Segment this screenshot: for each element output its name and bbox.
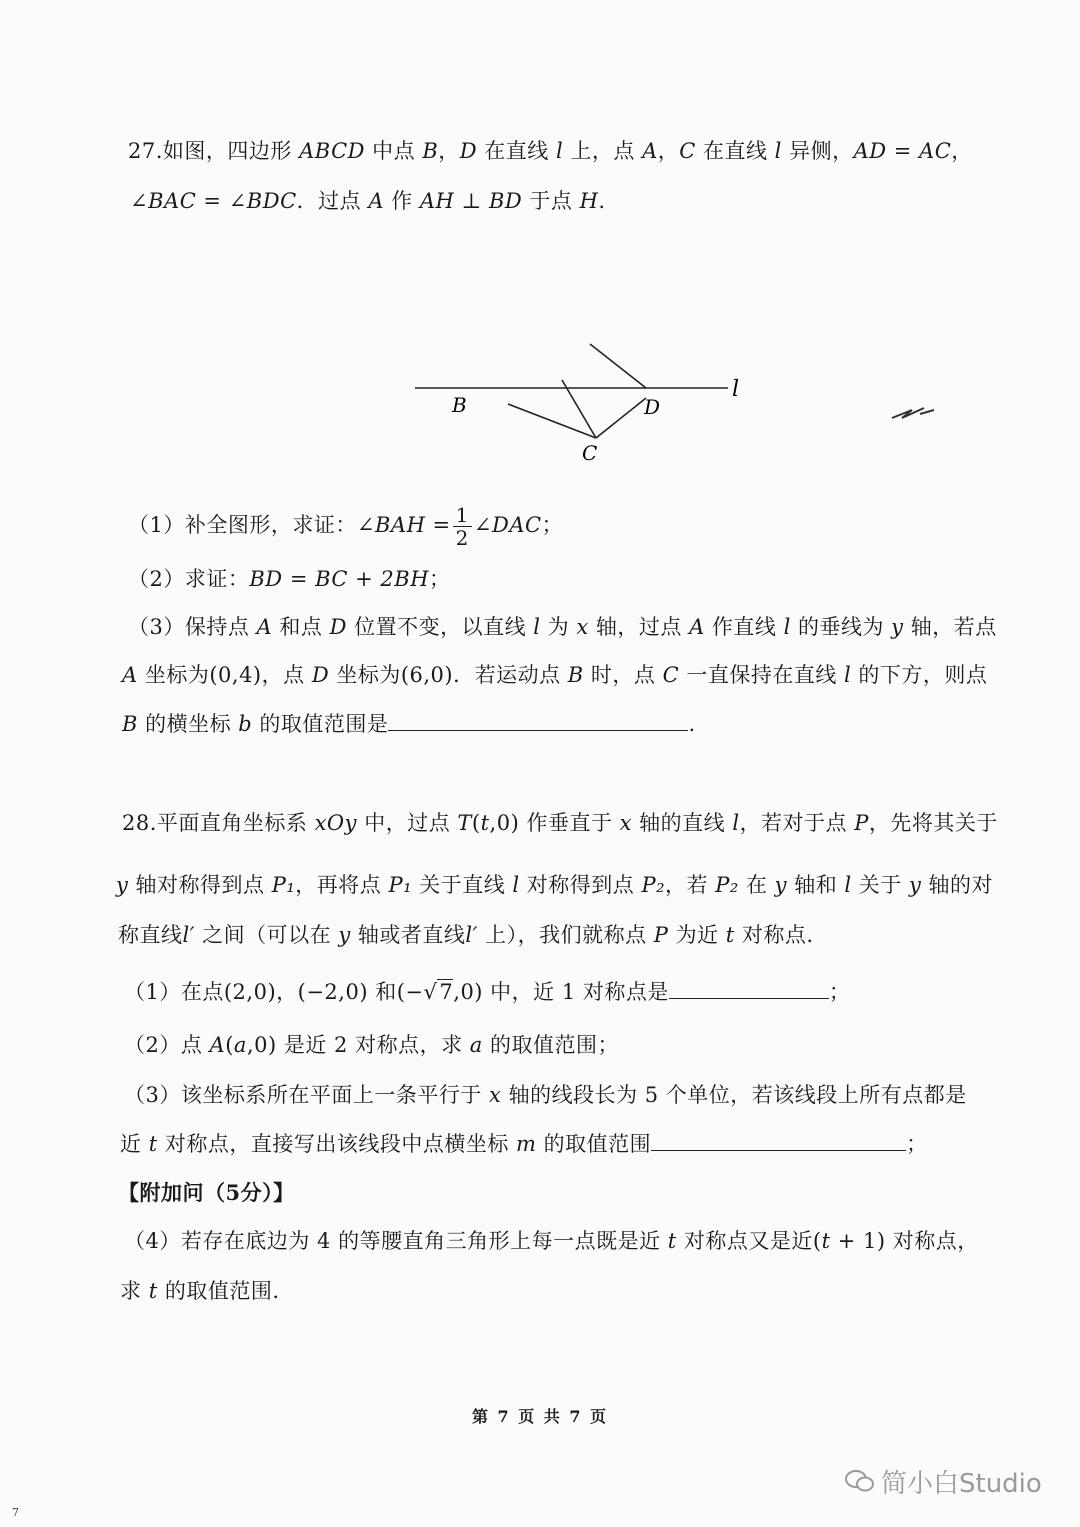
pen-scribble-mark	[890, 402, 940, 426]
q28-part-3-line-1: （3）该坐标系所在平面上一条平行于 x 轴的线段长为 5 个单位，若该线段上所有点都是	[124, 1083, 967, 1107]
answer-blank-28-1[interactable]	[669, 976, 829, 999]
q28-line-2: y 轴对称得到点 P₁，再将点 P₁ 关于直线 l 对称得到点 P₂，若 P₂ 在 y 轴和 l 关于 y 轴的对	[116, 873, 994, 897]
watermark	[845, 1463, 1042, 1501]
sqrt-sign: √	[423, 980, 438, 1004]
page-footer: 第 7 页 共 7 页	[471, 1407, 609, 1426]
q27-part-3-line-3: B 的横坐标 b 的取值范围是 .	[122, 708, 696, 739]
segment-to-c-left	[508, 404, 596, 438]
answer-blank-27-3[interactable]	[388, 708, 688, 731]
q28-part-2: （2）点 A(a,0) 是近 2 对称点，求 a 的取值范围；	[124, 1033, 619, 1057]
corner-page-number: 7	[12, 1506, 19, 1519]
label-b: B	[452, 393, 467, 417]
q28-bonus-heading: 【附加问（5分）】	[118, 1180, 295, 1205]
q28-line-3: 称直线l′ 之间（可以在 y 轴或者直线l′ 上），我们就称点 P 为近 t 对称点.	[118, 923, 814, 947]
q28-part-4-line-2: 求 t 的取值范围.	[120, 1279, 280, 1303]
q27-part-1: （1）补全图形，求证：∠BAH = $\frac{1}{2}$ ∠DAC；	[128, 503, 564, 550]
segment-cd	[596, 398, 646, 438]
q27-part-3-line-1: （3）保持点 A 和点 D 位置不变，以直线 l 为 x 轴，过点 A 作直线 l 的垂线为 y 轴，若点	[128, 615, 997, 639]
label-l: l	[732, 377, 740, 402]
segment-upper-ray	[590, 344, 646, 388]
q27-line-1: 27.如图，四边形 ABCD 中点 B，D 在直线 l 上，点 A，C 在直线 l 异侧，AD = AC，	[128, 139, 973, 163]
wechat-icon	[845, 1468, 875, 1501]
q27-line-2: ∠BAC = ∠BDC．过点 A 作 AH ⊥ BD 于点 H.	[130, 189, 606, 213]
answer-blank-28-3[interactable]	[651, 1128, 906, 1151]
q28-part-4-line-1: （4）若存在底边为 4 的等腰直角三角形上每一点既是近 t 对称点又是近(t + 1) 对称点，	[124, 1229, 979, 1253]
q28-part-3-line-2: 近 t 对称点，直接写出该线段中点横坐标 m 的取值范围 ；	[120, 1128, 928, 1159]
q28-part-1: （1）在点(2,0)，(−2,0) 和(−√7,0) 中，近 1 对称点是 ；	[124, 976, 850, 1007]
geometry-figure	[400, 330, 780, 470]
label-d: D	[644, 395, 661, 419]
watermark-text: 简小白Studio	[881, 1469, 1042, 1499]
q27-part-3-line-2: A 坐标为(0,4)，点 D 坐标为(6,0)．若运动点 B 时，点 C 一直保持在直线 l 的下方，则点	[122, 663, 988, 687]
q28-line-1: 28.平面直角坐标系 xOy 中，过点 T(t,0) 作垂直于 x 轴的直线 l，若对于点 P，先将其关于	[122, 811, 998, 835]
fraction-half: $\frac{1}{2}$	[453, 504, 472, 549]
label-c: C	[582, 441, 598, 465]
q27-part-2: （2）求证：BD = BC + 2BH；	[128, 567, 451, 591]
